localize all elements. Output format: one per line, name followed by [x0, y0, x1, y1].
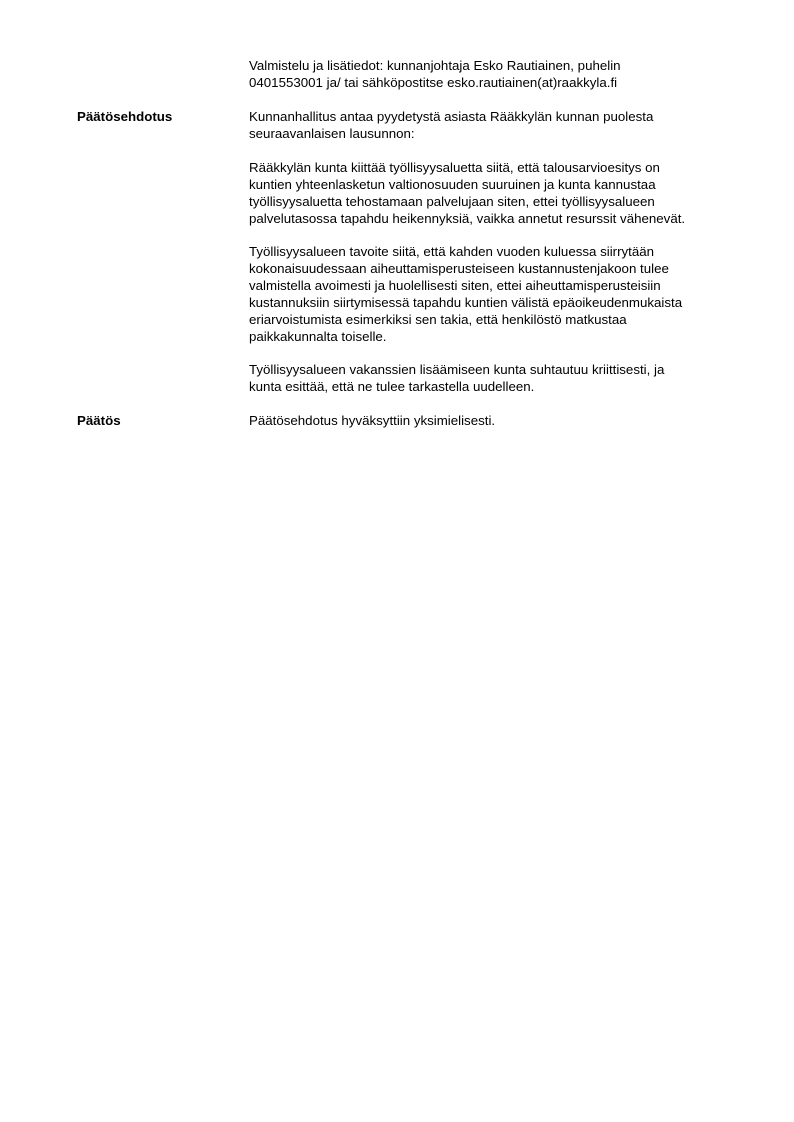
paragraph-1	[249, 159, 739, 227]
decision-text-block	[249, 412, 739, 429]
paragraph-1-line: kuntien yhteenlasketun valtionosuuden suuruinen ja kunta kannustaa	[249, 177, 656, 192]
paragraph-1-line: työllisyysaluetta tehostamaan palvelujaan siten, ettei työllisyysalueen	[249, 194, 655, 209]
proposal-label: Päätösehdotus	[77, 109, 173, 124]
paragraph-2-line: kustannuksiin siirtymisessä tapahdu kuntien välistä epäoikeudenmukaista	[249, 295, 683, 310]
preparation-line-1: Valmistelu ja lisätiedot: kunnanjohtaja Esko Rautiainen, puhelin	[249, 58, 621, 73]
paragraph-3	[249, 361, 739, 395]
paragraph-1-line: palvelutasossa tapahdu heikennyksiä, vaikka annetut resurssit vähenevät.	[249, 211, 686, 226]
paragraph-1-line: Rääkkylän kunta kiittää työllisyysaluetta siitä, että talousarvioesitys on	[249, 160, 660, 175]
decision-text: Päätösehdotus hyväksyttiin yksimielisesti.	[249, 413, 496, 428]
preparation-line-2: 0401553001 ja/ tai sähköpostitse esko.rautiainen(at)raakkyla.fi	[249, 75, 618, 90]
paragraph-2-line: eriarvoistumista esimerkiksi sen takia, että henkilöstö matkustaa	[249, 312, 627, 327]
proposal-line: seuraavanlaisen lausunnon:	[249, 126, 415, 141]
paragraph-2-line: kokonaisuudessaan aiheuttamisperusteiseen kustannustenjakoon tulee	[249, 261, 669, 276]
paragraph-2-line: Työllisyysalueen tavoite siitä, että kahden vuoden kuluessa siirrytään	[249, 244, 655, 259]
decision-label: Päätös	[77, 413, 121, 428]
paragraph-3-line: kunta esittää, että ne tulee tarkastella uudelleen.	[249, 379, 535, 394]
paragraph-2	[249, 243, 739, 345]
paragraph-2-line: paikkakunnalta toiselle.	[249, 329, 387, 344]
proposal-line: Kunnanhallitus antaa pyydetystä asiasta Rääkkylän kunnan puolesta	[249, 109, 654, 124]
proposal-intro	[249, 108, 739, 142]
paragraph-3-line: Työllisyysalueen vakanssien lisäämiseen kunta suhtautuu kriittisesti, ja	[249, 362, 665, 377]
paragraph-2-line: valmistella avoimesti ja huolellisesti siten, ettei aiheuttamisperusteisiin	[249, 278, 661, 293]
preparation-info	[249, 57, 739, 91]
